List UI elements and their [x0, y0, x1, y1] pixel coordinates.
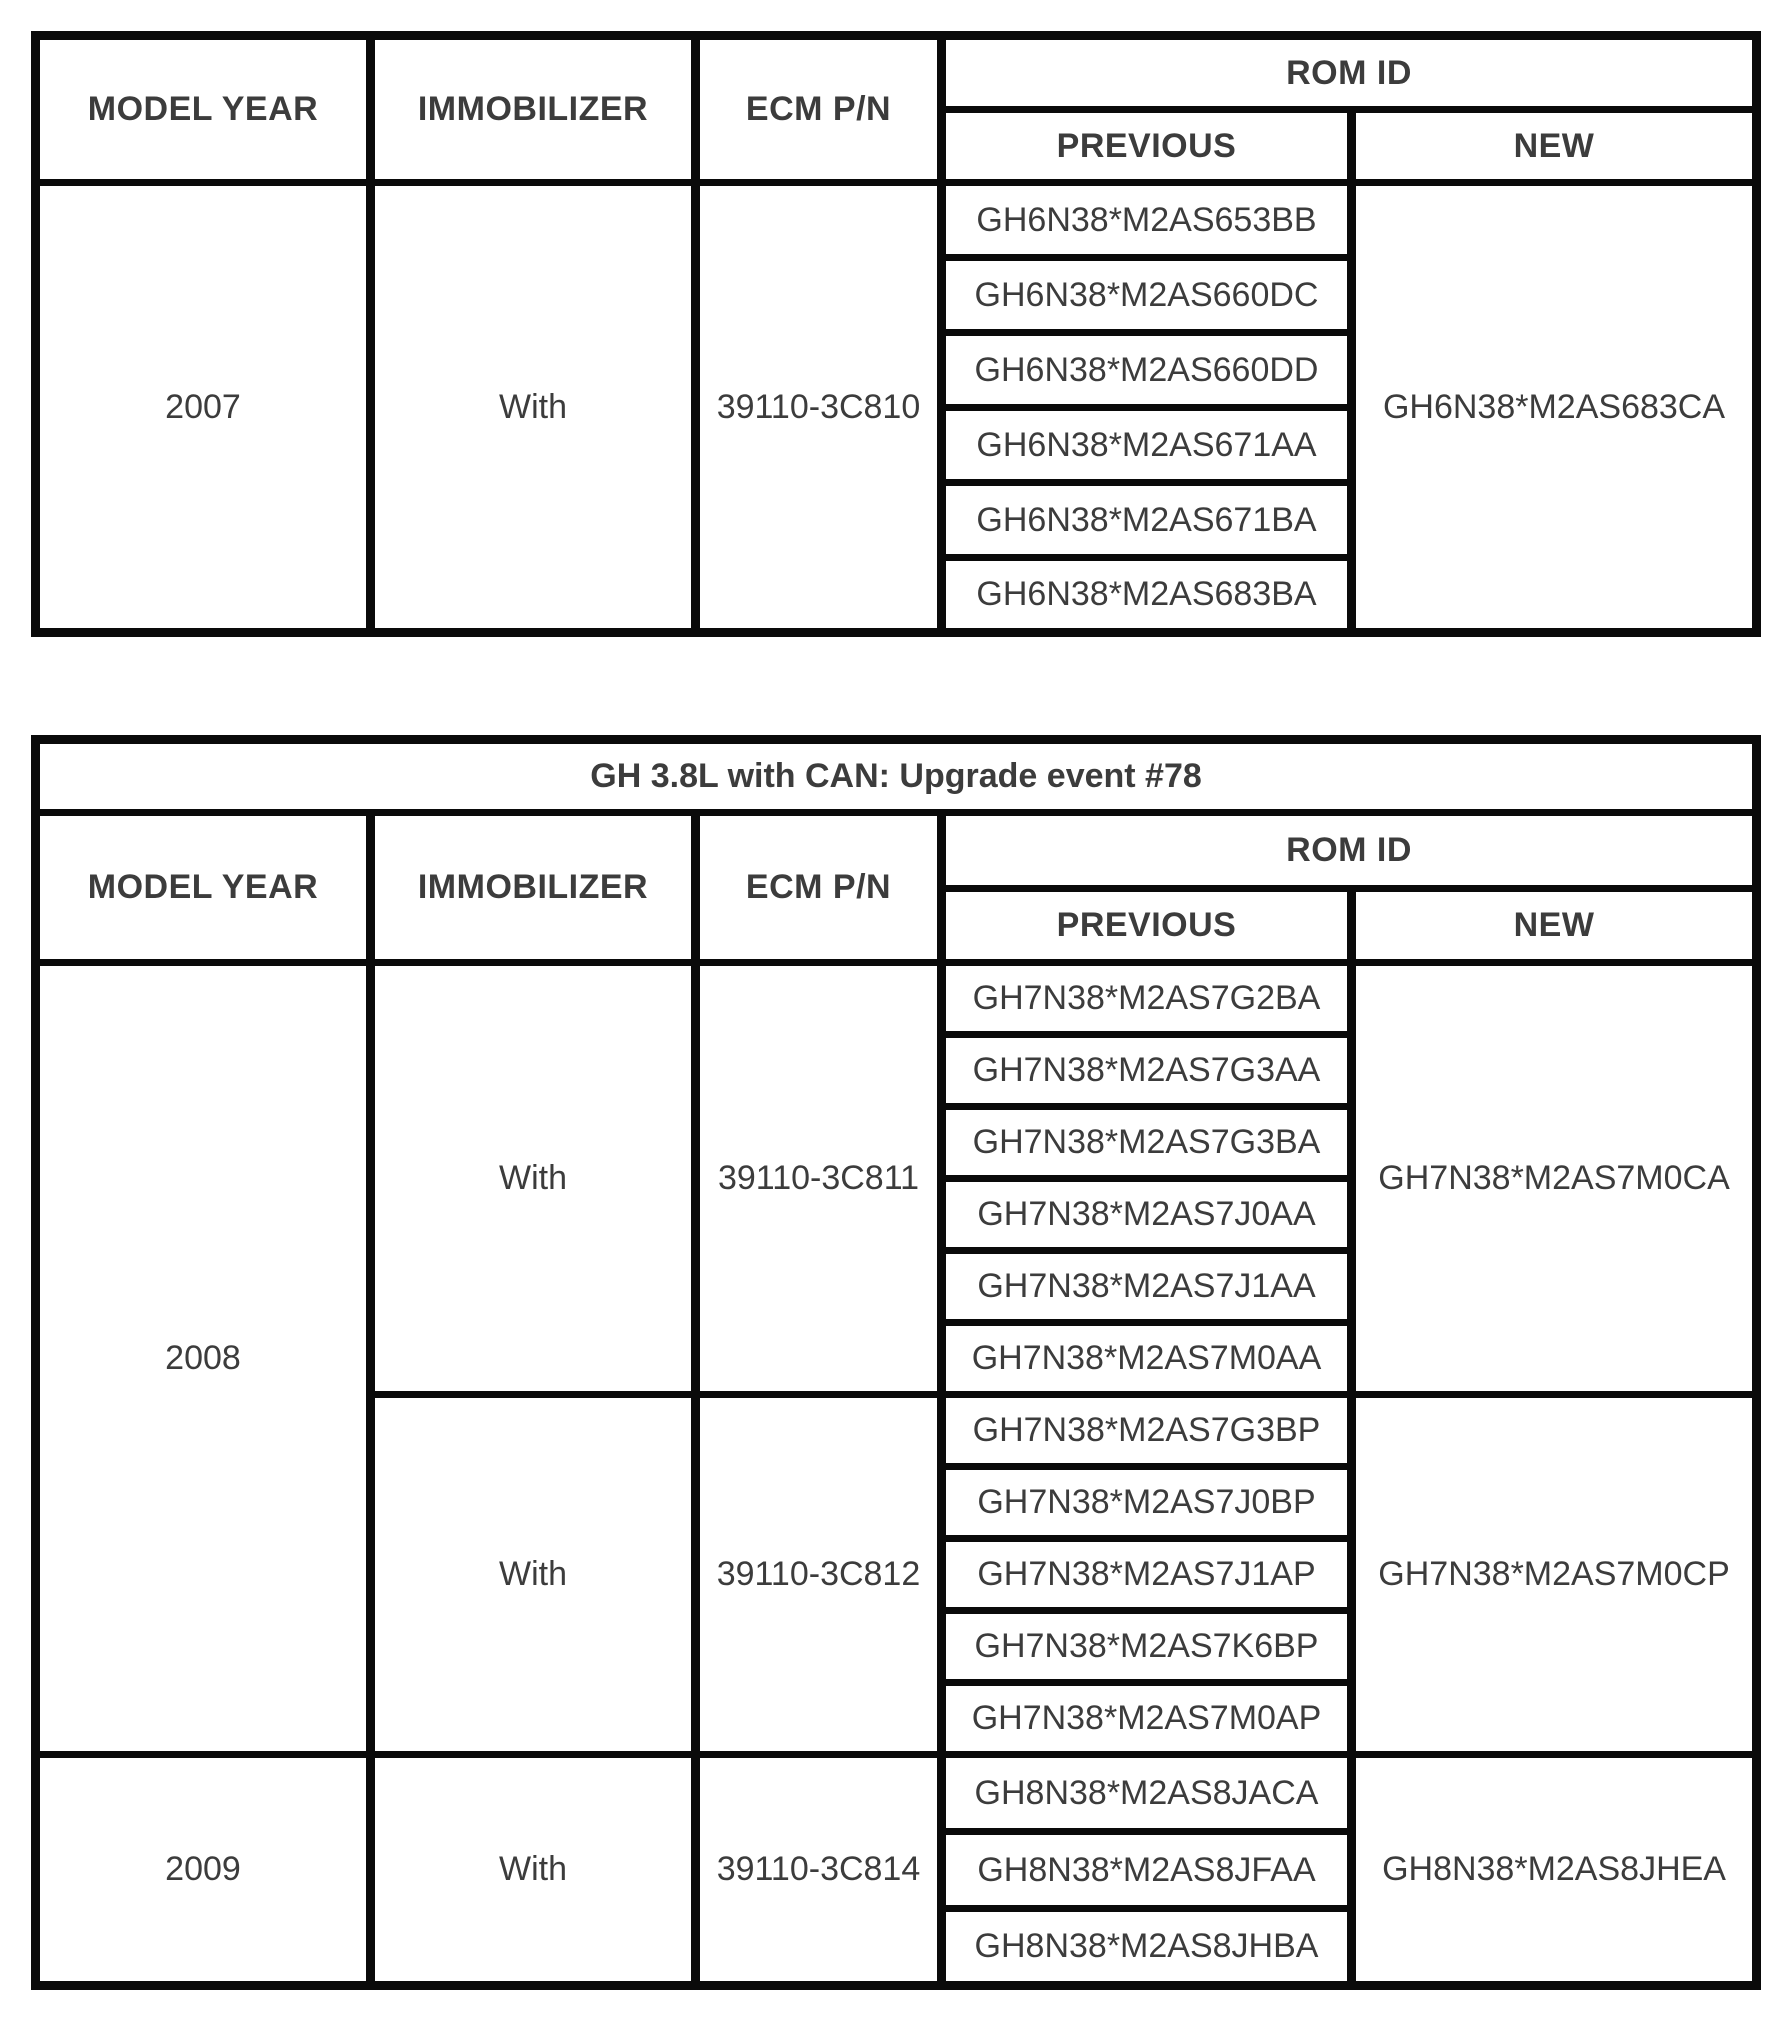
- previous-rom-id-cell: GH7N38*M2AS7M0AA: [942, 1323, 1352, 1395]
- immobilizer-cell: With: [371, 1755, 696, 1986]
- col-header-rom-id: ROM ID: [942, 36, 1757, 110]
- ecm-pn-cell: 39110-3C814: [696, 1755, 942, 1986]
- new-rom-id-cell: GH7N38*M2AS7M0CP: [1352, 1395, 1757, 1755]
- col-header-ecm-pn: ECM P/N: [696, 813, 942, 963]
- previous-rom-id-cell: GH8N38*M2AS8JHBA: [942, 1909, 1352, 1986]
- new-rom-id-cell: GH8N38*M2AS8JHEA: [1352, 1755, 1757, 1986]
- model-year-cell: 2007: [36, 183, 371, 633]
- previous-rom-id-cell: GH6N38*M2AS671BA: [942, 483, 1352, 558]
- previous-rom-id-cell: GH8N38*M2AS8JACA: [942, 1755, 1352, 1832]
- col-header-immobilizer: IMMOBILIZER: [371, 813, 696, 963]
- new-rom-id-cell: GH7N38*M2AS7M0CA: [1352, 963, 1757, 1395]
- col-header-immobilizer: IMMOBILIZER: [371, 36, 696, 183]
- previous-rom-id-cell: GH7N38*M2AS7J1AA: [942, 1251, 1352, 1323]
- previous-rom-id-cell: GH6N38*M2AS660DC: [942, 258, 1352, 333]
- col-header-rom-id: ROM ID: [942, 813, 1757, 889]
- col-header-model-year: MODEL YEAR: [36, 36, 371, 183]
- immobilizer-cell: With: [371, 183, 696, 633]
- previous-rom-id-cell: GH8N38*M2AS8JFAA: [942, 1832, 1352, 1909]
- rom-id-table-2007: [31, 31, 1761, 637]
- immobilizer-cell: With: [371, 963, 696, 1395]
- model-year-cell: 2009: [36, 1755, 371, 1986]
- previous-rom-id-cell: GH7N38*M2AS7G3BP: [942, 1395, 1352, 1467]
- previous-rom-id-cell: GH7N38*M2AS7J0AA: [942, 1179, 1352, 1251]
- previous-rom-id-cell: GH6N38*M2AS660DD: [942, 333, 1352, 408]
- col-header-previous: PREVIOUS: [942, 110, 1352, 183]
- previous-rom-id-cell: GH7N38*M2AS7M0AP: [942, 1683, 1352, 1755]
- previous-rom-id-cell: GH7N38*M2AS7J1AP: [942, 1539, 1352, 1611]
- new-rom-id-cell: GH6N38*M2AS683CA: [1352, 183, 1757, 633]
- ecm-pn-cell: 39110-3C812: [696, 1395, 942, 1755]
- immobilizer-cell: With: [371, 1395, 696, 1755]
- previous-rom-id-cell: GH7N38*M2AS7K6BP: [942, 1611, 1352, 1683]
- previous-rom-id-cell: GH6N38*M2AS671AA: [942, 408, 1352, 483]
- previous-rom-id-cell: GH7N38*M2AS7G3AA: [942, 1035, 1352, 1107]
- ecm-pn-cell: 39110-3C810: [696, 183, 942, 633]
- col-header-previous: PREVIOUS: [942, 889, 1352, 963]
- previous-rom-id-cell: GH7N38*M2AS7J0BP: [942, 1467, 1352, 1539]
- previous-rom-id-cell: GH6N38*M2AS653BB: [942, 183, 1352, 258]
- col-header-new: NEW: [1352, 889, 1757, 963]
- previous-rom-id-cell: GH6N38*M2AS683BA: [942, 558, 1352, 633]
- ecm-pn-cell: 39110-3C811: [696, 963, 942, 1395]
- previous-rom-id-cell: GH7N38*M2AS7G3BA: [942, 1107, 1352, 1179]
- col-header-ecm-pn: ECM P/N: [696, 36, 942, 183]
- table-title: GH 3.8L with CAN: Upgrade event #78: [36, 740, 1757, 813]
- model-year-cell: 2008: [36, 963, 371, 1755]
- previous-rom-id-cell: GH7N38*M2AS7G2BA: [942, 963, 1352, 1035]
- col-header-model-year: MODEL YEAR: [36, 813, 371, 963]
- col-header-new: NEW: [1352, 110, 1757, 183]
- rom-id-table-gh-3-8l: [31, 735, 1761, 1990]
